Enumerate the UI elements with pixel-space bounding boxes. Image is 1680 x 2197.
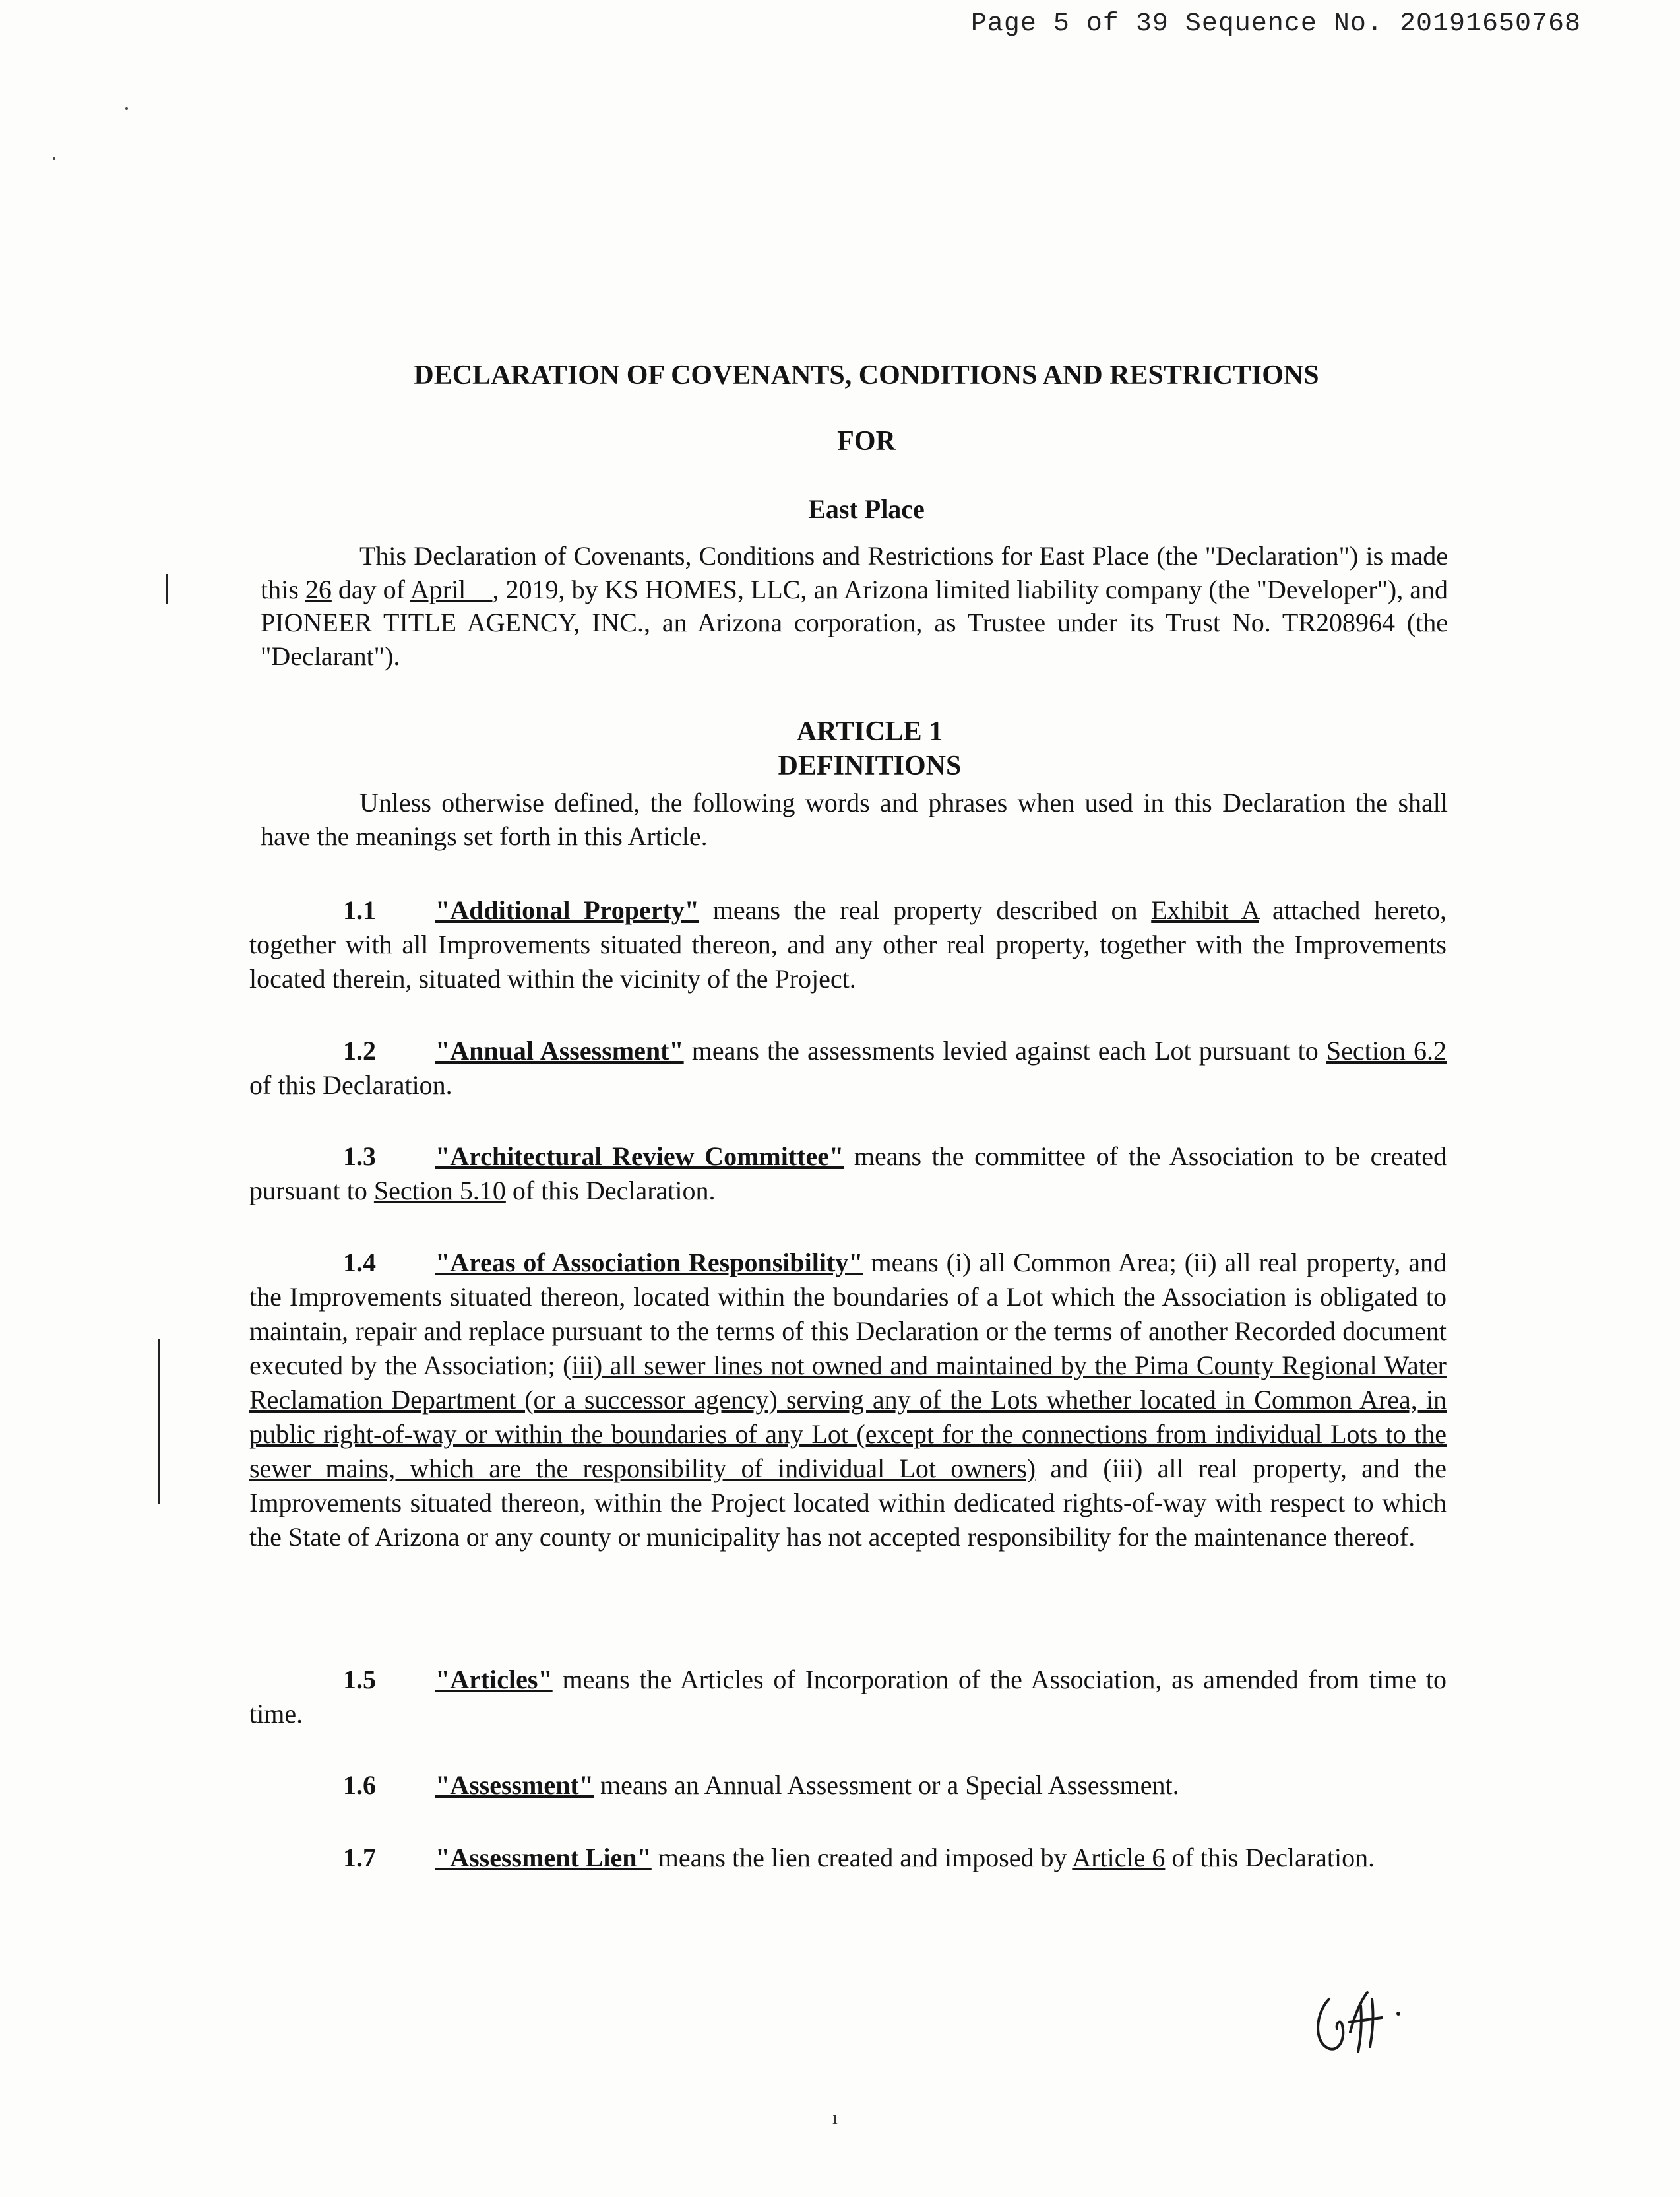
project-name: East Place [808,494,925,524]
sequence-header: Page 5 of 39 Sequence No. 20191650768 [970,9,1581,39]
handwritten-initials [1309,1986,1408,2058]
definition-1-4: 1.4 "Areas of Association Responsibility" means (i) all Common Area; (ii) all real property, and the Improvements situated thereon, located within the boundaries of a Lot which the Association is obligated to maintain, repair and replace pursuant to the terms of this Declaration or the terms of another Recorded document executed by the Association; (iii) all sewer lines not owned and maintained by the Pima County Regional Water Reclamation Department (or a successor agency) serving any of the Lots whether located in Common Area, in public right-of-way or within the boundaries of any Lot (except for the connections from individual Lots to the sewer mains, which are the responsibility of individual Lot owners) and (iii) all real property, and the Improvements situated thereon, within the Project located within dedicated rights-of-way with respect to which the State of Arizona or any county or municipality has not accepted responsibility for the maintenance thereof. [249,1248,1447,1552]
underlined-amendment: (iii) all sewer lines not owned and maintained by the Pima County Regional Water Reclamation Department (or a successor agency) serving any of the Lots whether located in Common Area, in public right-of-way or within the boundaries of any Lot (except for the connections from individual Lots to the sewer mains, which are the responsibility of individual Lot owners) [249,1351,1447,1483]
scan-speck [53,157,55,160]
document-for-line: FOR [837,426,896,457]
intro-paragraph: This Declaration of Covenants, Conditions and Restrictions for East Place (the "Declaration") is made this 26 day of April , 2019, by KS HOMES, LLC, an Arizona limited liability company (the "Developer"), and PIONEER TITLE AGENCY, INC., an Arizona corporation, as Trustee under its Trust No. TR208964 (the "Declarant"). [261,541,1448,671]
definition-1-1: 1.1 "Additional Property" means the real property described on Exhibit A attached hereto, together with all Improvements situated thereon, and any other real property, together with the Improvements located therein, situated within the vicinity of the Project. [249,895,1447,994]
definition-1-3: 1.3 "Architectural Review Committee" means the committee of the Association to be created pursuant to Section 5.10 of this Declaration. [249,1141,1447,1205]
margin-revision-bar [166,574,168,604]
definition-1-6: 1.6 "Assessment" means an Annual Assessment or a Special Assessment. [343,1770,1179,1800]
scan-speck [125,107,128,110]
month-blank: April [410,574,466,604]
margin-revision-bar [158,1339,160,1504]
article-number: ARTICLE 1 [796,716,943,747]
page-footer-mark: ı [832,2108,838,2128]
day-blank: 26 [305,574,332,604]
definition-1-5: 1.5 "Articles" means the Articles of Incorporation of the Association, as amended from time to time. [249,1665,1447,1729]
definition-1-2: 1.2 "Annual Assessment" means the assessments levied against each Lot pursuant to Section 6.2 of this Declaration. [249,1036,1447,1100]
document-title: DECLARATION OF COVENANTS, CONDITIONS AND RESTRICTIONS [414,360,1319,391]
definition-1-7: 1.7 "Assessment Lien" means the lien created and imposed by Article 6 of this Declaration. [343,1843,1375,1872]
article-heading: DEFINITIONS [778,751,962,781]
article-preamble: Unless otherwise defined, the following words and phrases when used in this Declaration the shall have the meanings set forth in this Article. [261,788,1448,851]
